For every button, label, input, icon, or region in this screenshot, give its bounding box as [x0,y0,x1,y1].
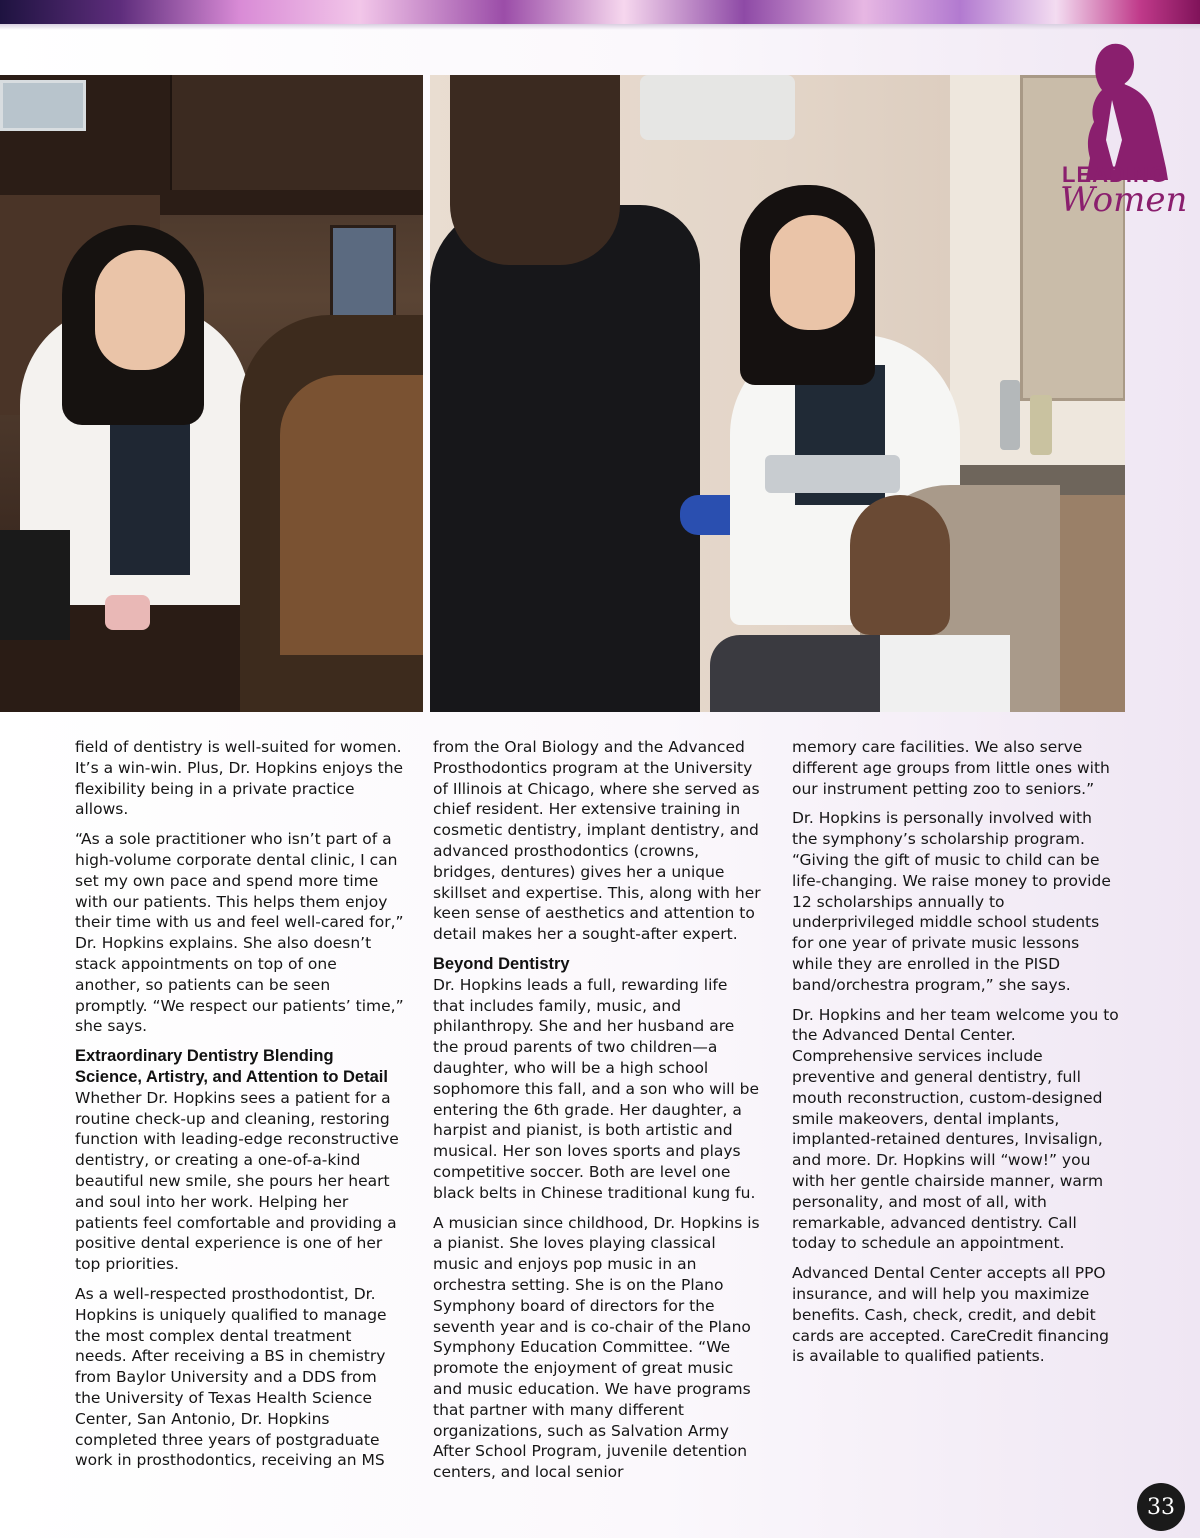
paragraph: Whether Dr. Hopkins sees a patient for a routine check-up and cleaning, restoring function with leading-edge reconstructive dentistry, or creating a one-of-a-kind beautiful new smile, she pours her heart and soul into her work. Helping her patients feel comfortable and providing a positive dental experience is one of her top priorities. [75,1088,399,1274]
text-column-3 [792,737,1122,1376]
woman-silhouette-icon [1050,40,1180,180]
paragraph: As a well-respected prosthodontist, Dr. Hopkins is uniquely qualified to manage the most complex dental treatment needs. After receiving a BS in chemistry from Baylor University and a DDS from the University of Texas Health Science Center, San Antonio, Dr. Hopkins completed three years of postgraduate work in prosthodontics, receiving an MS [75,1284,387,1470]
photo-treatment [430,75,1125,712]
paragraph: A musician since childhood, Dr. Hopkins is a pianist. She loves playing classical music and enjoys pop music in an orchestra setting. She is on the Plano Symphony board of directors for the seventh year and is co-chair of the Plano Symphony Education Committee. “We promote the enjoyment of great music and music education. We have programs that partner with many different organizations, such as Salvation Army After School Program, juvenile detention centers, and local senior [433,1213,760,1482]
paragraph: Dr. Hopkins leads a full, rewarding life that includes family, music, and philanthropy. She and her husband are the proud parents of two children—a daughter, who will be a high school sophomore this fall, and a son who will be entering the 6th grade. Her daughter, a harpist and pianist, is both artistic and musical. Her son loves sports and plays competitive soccer. Both are level one black belts in Chinese traditional kung fu. [433,975,760,1202]
logo-leading-text: LEADING [1062,162,1168,187]
section-heading: Beyond Dentistry [433,954,570,973]
logo-women-text: Women [1060,180,1188,220]
banner-shadow [0,24,1200,30]
leading-women-logo [1050,40,1188,220]
paragraph: from the Oral Biology and the Advanced Prosthodontics program at the University of Illinois at Chicago, where she served as chief resident. Her extensive training in cosmetic dentistry, implant dentistry, and advanced prosthodontics (crowns, bridges, dentures) gives her a unique skillset and expertise. This, along with her keen sense of aesthetics and attention to detail makes her a sought-after expert. [433,738,761,944]
paragraph: Advanced Dental Center accepts all PPO insurance, and will help you maximize benefits. Cash, check, credit, and debit cards are accepted. CareCredit financing is available to qualified patients. [792,1264,1110,1366]
paragraph: Dr. Hopkins is personally involved with the symphony’s scholarship program. “Giving the gift of music to child can be life-changing. We raise money to provide 12 scholarships annually to underprivileged middle school students for one year of private music lessons while they are enrolled in the PISD band/orchestra program,” she says. [792,809,1111,994]
paragraph: Dr. Hopkins and her team welcome you to the Advanced Dental Center. Comprehensive services include preventive and general dentistry, full mouth reconstruction, custom-designed smile makeovers, dental implants, implanted-retained dentures, Invisalign, and more. Dr. Hopkins will “wow!” you with her gentle chairside manner, warm personality, and most of all, with remarkable, advanced dentistry. Call today to schedule an appointment. [792,1005,1119,1253]
photo-consultation [0,75,423,712]
paragraph: memory care facilities. We also serve different age groups from little ones with our instrument petting zoo to seniors.” [792,738,1110,798]
decorative-banner [0,0,1200,24]
text-column-2 [433,737,763,1492]
paragraph: “As a sole practitioner who isn’t part of a high-volume corporate dental clinic, I can set my own pace and spend more time with our patients. This helps them enjoy their time with us and feel well-cared for,” Dr. Hopkins explains. She also doesn’t stack appointments on top of one another, so patients can be seen promptly. “We respect our patients’ time,” she says. [75,830,404,1036]
page-number: 33 [1137,1483,1185,1531]
section-heading: Extraordinary Dentistry Blending Science, Artistry, and Attention to Detail [75,1047,388,1086]
text-column-1 [75,737,405,1480]
paragraph: field of dentistry is well-suited for women. It’s a win-win. Plus, Dr. Hopkins enjoys the flexibility being in a private practice allows. [75,738,404,819]
